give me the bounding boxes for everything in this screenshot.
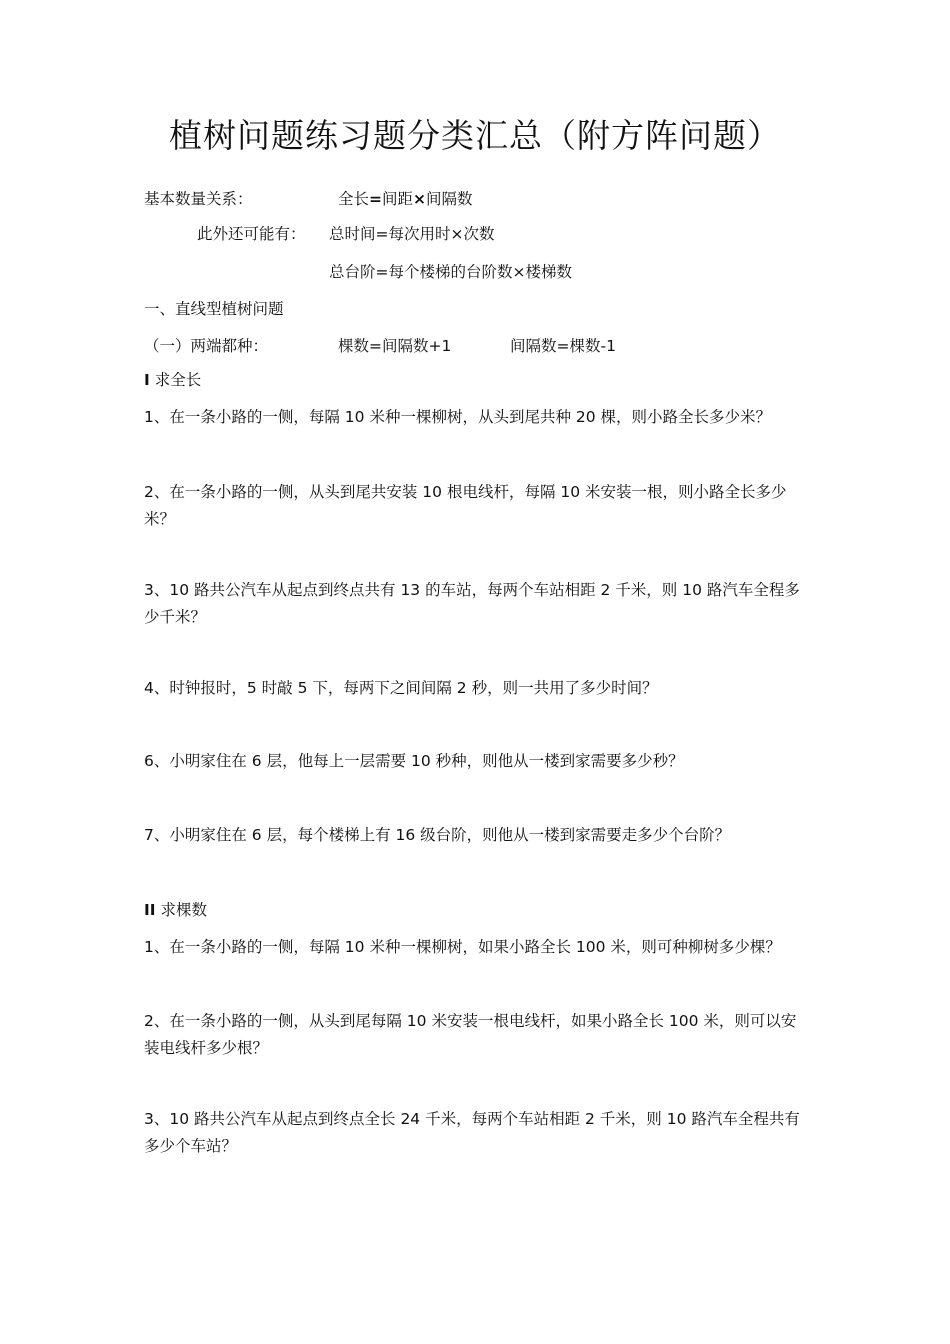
question-item: 6、小明家住在 6 层，他每上一层需要 10 秒种，则他从一楼到家需要多少秒？ — [144, 752, 684, 770]
main-formula-b: 间距 — [382, 190, 414, 208]
formula-trees: 棵数=间隔数+1 — [338, 337, 452, 355]
formula-time: 总时间=每次用时×次数 — [329, 225, 495, 243]
page-title: 植树问题练习题分类汇总（附方阵问题） — [169, 116, 781, 155]
also-label: 此外还可能有： — [197, 225, 306, 243]
question-item: 3、10 路共公汽车从起点到终点共有 13 的车站，每两个车站相距 2 千米，则 10 路汽车全程多少千米？ — [144, 581, 800, 626]
question-item: 1、在一条小路的一侧，每隔 10 米种一棵柳树，从头到尾共种 20 棵，则小路全长多少米？ — [144, 408, 772, 426]
main-formula-x: × — [413, 190, 427, 208]
main-formula-a: 全长 — [338, 190, 370, 208]
question-item: 2、在一条小路的一侧，从头到尾共安装 10 根电线杆，每隔 10 米安装一根，则小路全长多少米？ — [144, 483, 787, 528]
main-formula-c: 间隔数 — [426, 190, 473, 208]
question-item: 2、在一条小路的一侧，从头到尾每隔 10 米安装一根电线杆，如果小路全长 100 米，则可以安装电线杆多少根？ — [144, 1012, 797, 1057]
formula-intervals: 间隔数=棵数-1 — [510, 337, 616, 355]
part-heading — [144, 367, 201, 393]
relations-label: 基本数量关系： — [144, 190, 253, 208]
formula-steps: 总台阶=每个楼梯的台阶数×楼梯数 — [329, 263, 572, 281]
main-formula-eq: = — [369, 190, 383, 208]
question-item: 4、时钟报时，5 时敲 5 下，每两下之间间隔 2 秒，则一共用了多少时间？ — [144, 679, 658, 697]
part-numeral: I — [144, 371, 150, 389]
question-item: 1、在一条小路的一侧，每隔 10 米种一棵柳树，如果小路全长 100 米，则可种柳树多少棵？ — [144, 938, 781, 956]
section-heading: 一、直线型植树问题 — [144, 300, 284, 318]
sub-heading: （一）两端都种： — [144, 337, 269, 355]
question-item: 7、小明家住在 6 层，每个楼梯上有 16 级台阶，则他从一楼到家需要走多少个台阶？ — [144, 826, 731, 844]
main-formula — [338, 186, 473, 212]
question-item: 3、10 路共公汽车从起点到终点全长 24 千米，每两个车站相距 2 千米，则 10 路汽车全程共有多少个车站？ — [144, 1110, 800, 1155]
part-label: 求全长 — [154, 371, 202, 389]
part-numeral: II — [144, 901, 156, 919]
part-heading — [144, 897, 207, 923]
part-label: 求棵数 — [160, 901, 207, 919]
